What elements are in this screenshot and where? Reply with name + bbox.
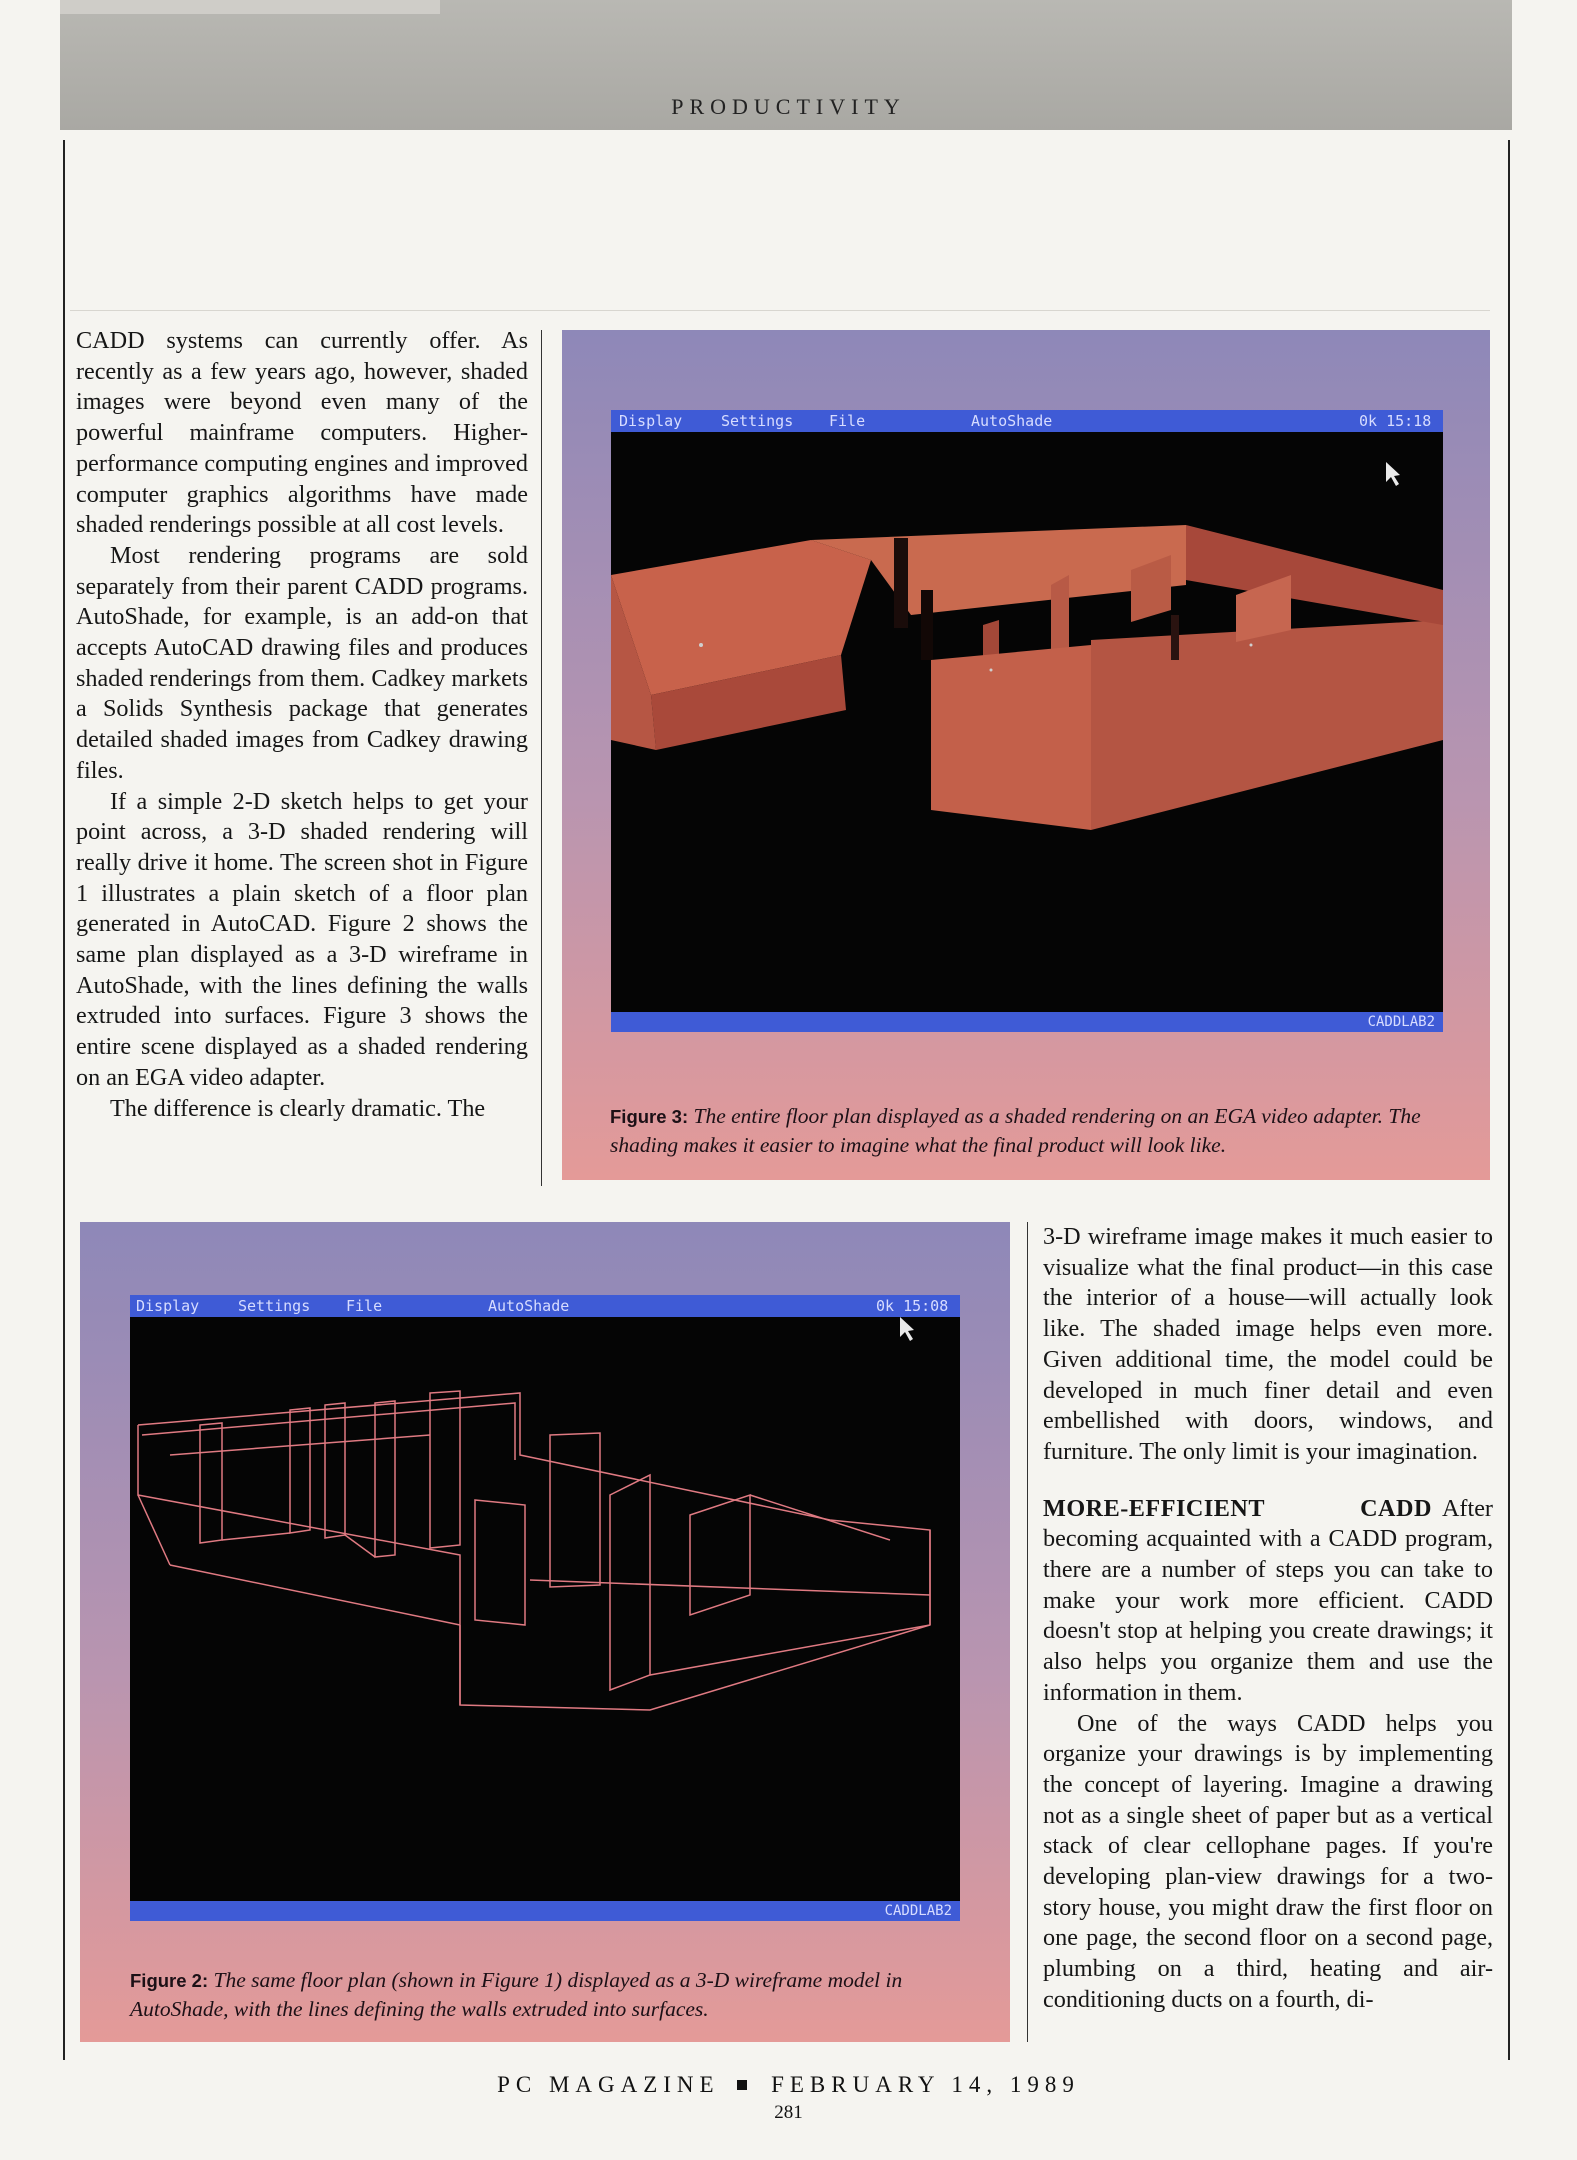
menu-status: 0k 15:08: [876, 1297, 949, 1315]
paragraph: The difference is clearly dramatic. The: [110, 1094, 486, 1122]
wireframe-floorplan: [130, 1295, 960, 1921]
menu-app-title: AutoShade: [971, 412, 1053, 430]
subhead: MORE-EFFICIENT CADD: [1043, 1494, 1432, 1522]
page-rule-left: [63, 140, 65, 2060]
status-bar: [611, 1012, 1443, 1032]
menu-settings: Settings: [721, 412, 794, 430]
paragraph: Most rendering programs are sold separately from their parent CADD programs. AutoShade, for example, is an add-on that accepts AutoCAD drawing files and produces shaded renderings from them. Cadkey markets a Solids Synthesis package that generates detailed shaded images from Cadkey drawing files.: [76, 541, 528, 784]
paragraph: CADD systems can currently offer. As recently as a few years ago, however, shaded images were beyond even many of the powerful mainframe computers. Higher-performance computing engines and improved computer graphics algorithms have made shaded renderings possible at all cost levels.: [76, 327, 528, 539]
paragraph: One of the ways CADD helps you organize your drawings is by implementing the concept of layering. Imagine a drawing not as a single sheet of paper but as a vertical stack of clear cellophane pages. If you're developing plan-view drawings for a two-story house, you might draw the first floor on one page, the second floor on a second page, plumbing on a third, heating and air-conditioning ducts on a fourth, di-: [1043, 1709, 1493, 2013]
footer-magazine: PC MAGAZINE: [497, 2072, 720, 2097]
figure-3-screenshot: [611, 410, 1443, 1032]
figure-2: [80, 1222, 1010, 2042]
menu-app-title: AutoShade: [488, 1297, 570, 1315]
status-bar-label: CADDLAB2: [1367, 1014, 1435, 1030]
menu-file: File: [829, 412, 866, 430]
caption-label: Figure 3:: [610, 1106, 689, 1127]
menu-status: 0k 15:18: [1359, 412, 1432, 430]
menu-settings: Settings: [238, 1297, 311, 1315]
menu-file: File: [346, 1297, 383, 1315]
status-bar-label: CADDLAB2: [884, 1903, 952, 1919]
footer-bullet: [737, 2080, 747, 2090]
page-number: 281: [774, 2102, 803, 2123]
page-footer: [0, 2072, 1577, 2098]
paragraph-with-subhead: [1043, 1494, 1493, 1709]
menu-display: Display: [136, 1297, 200, 1315]
caption-label: Figure 2:: [130, 1970, 209, 1991]
paragraph: 3-D wireframe image makes it much easier to visualize what the final product—in this case the interior of a house—will actually look like. The shaded image helps even more. Given additional time, the model could be developed in much finer detail and even embellished with doors, windows, and furniture. The only limit is your imagination.: [1043, 1223, 1493, 1465]
figure-3-caption: [610, 1102, 1450, 1159]
header-band-highlight: [60, 0, 440, 14]
paragraph: If a simple 2-D sketch helps to get your point across, a 3-D shaded rendering will really drive it home. The screen shot in Figure 1 illustrates a plain sketch of a floor plan generated in AutoCAD. Figure 2 shows the same plan displayed as a 3-D wireframe in AutoShade, with the lines defining the walls extruded into surfaces. Figure 3 shows the entire scene displayed as a shaded rendering on an EGA video adapter.: [76, 787, 528, 1091]
section-title: PRODUCTIVITY: [671, 94, 906, 119]
shaded-floorplan-rendering: [611, 410, 1443, 1032]
figure-2-screenshot: [130, 1295, 960, 1921]
status-bar: [130, 1901, 960, 1921]
footer-date: FEBRUARY 14, 1989: [771, 2072, 1080, 2097]
caption-text: The same floor plan (shown in Figure 1) displayed as a 3-D wireframe model in AutoShade, with the lines defining the walls extruded into surfaces.: [130, 1968, 903, 2021]
article-column-left: [76, 326, 528, 1124]
column-rule-left: [541, 330, 542, 1186]
page-rule-right: [1508, 140, 1510, 2060]
menu-display: Display: [619, 412, 683, 430]
figure-3: [562, 330, 1490, 1180]
article-column-right: [1043, 1222, 1493, 2016]
top-divider: [70, 310, 1490, 311]
column-rule-right: [1027, 1222, 1028, 2042]
caption-text: The entire floor plan displayed as a shaded rendering on an EGA video adapter. The shading makes it easier to imagine what the final product will look like.: [610, 1104, 1421, 1157]
figure-2-caption: [130, 1966, 970, 2023]
paragraph-text: After becoming acquainted with a CADD program, there are a number of steps you can take to make your work more efficient. CADD doesn't stop at helping you create drawings; it also helps you organize them and use the information in them.: [1043, 1494, 1493, 1706]
